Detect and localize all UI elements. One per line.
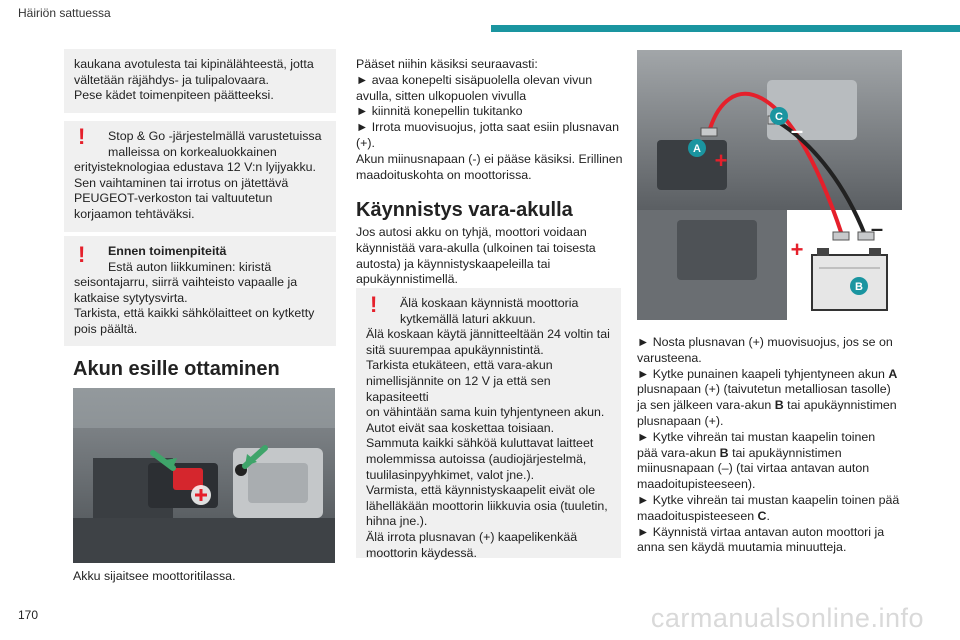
jump-start-steps xyxy=(637,335,902,556)
warning-line: molemmissa autoissa (audiojärjestelmä, xyxy=(366,451,587,466)
label-b: B xyxy=(855,281,863,293)
text-line: Akun miinusnapaan (-) ei pääse käsiksi. Erillinen xyxy=(356,151,623,166)
page-number: 170 xyxy=(18,608,39,622)
warning-line: Stop & Go -järjestelmällä varustetuissa xyxy=(108,129,322,143)
step-line: ► Kytke vihreän tai mustan kaapelin toinen pää xyxy=(637,492,900,507)
warning-line: Varmista, että käynnistyskaapelit eivät ole xyxy=(366,483,596,498)
section-heading-battery-access: Akun esille ottaminen xyxy=(73,358,280,380)
step-line: varusteena. xyxy=(637,350,702,365)
warning-line: Tarkista etukäteen, että vara-akun xyxy=(366,358,553,373)
jump-start-intro xyxy=(356,225,626,288)
header-title: Häiriön sattuessa xyxy=(18,6,111,20)
warning-box-stop-go xyxy=(64,121,336,232)
plus-sign: + xyxy=(790,237,804,262)
warning-line: Älä koskaan käynnistä moottoria xyxy=(400,296,579,310)
warning-line: Älä koskaan käytä jännitteeltään 24 voltin tai xyxy=(366,327,610,342)
text-line: Pääset niihin käsiksi seuraavasti: xyxy=(356,57,538,71)
step-line: plusnapaan (+). xyxy=(637,413,724,428)
step-line: maadoitupisteeseen). xyxy=(637,477,756,492)
label-a: A xyxy=(693,143,701,155)
warning-line: erityisteknologiaa edustava 12 V:n lyijyakku. xyxy=(74,160,316,175)
text-line: maadoituskohta on moottorissa. xyxy=(356,167,532,182)
step-line: ► Nosta plusnavan (+) muovisuojus, jos se on xyxy=(637,335,893,349)
warning-line: lähelläkään moottorin liikkuvia osia (tuuletin, xyxy=(366,498,608,513)
warning-line: nimellisjännite on 12 V ja että sen kapasiteetti xyxy=(366,373,551,404)
step-line: maadoituspisteeseen C. xyxy=(637,508,770,523)
label-c: C xyxy=(775,111,783,123)
step-line: anna sen käydä muutamia minuutteja. xyxy=(637,540,847,555)
plus-sign: + xyxy=(714,148,728,173)
text-line: (+). xyxy=(356,135,375,150)
step-line: ► Käynnistä virtaa antavan auton moottori ja xyxy=(637,524,885,539)
warning-icon: ! xyxy=(370,292,378,317)
warning-line: tuulilasinpyyhkimet, valot jne.). xyxy=(366,467,535,482)
photo-caption: Akku sijaitsee moottoritilassa. xyxy=(73,569,236,583)
box-line: kaukana avotulesta tai kipinälähteestä, jotta xyxy=(74,57,314,71)
warning-line: Älä irrota plusnavan (+) kaapelikenkää xyxy=(366,529,578,544)
text-line: avulla, sitten ulkopuolen vivulla xyxy=(356,88,527,103)
step-line: plusnapaan (+) (taivutetun metalliosan tasolle) xyxy=(637,382,891,397)
minus-sign: – xyxy=(790,118,804,143)
minus-sign: – xyxy=(870,216,884,241)
warning-line: kytkemällä laturi akkuun. xyxy=(400,311,536,326)
text-line: ► kiinnitä konepellin tukitanko xyxy=(356,104,523,119)
warning-line: sitä suurempaa apukäynnistintä. xyxy=(366,342,544,357)
text-line: ► Irrota muovisuojus, jotta saat esiin plusnavan xyxy=(356,120,619,135)
header-accent-bar xyxy=(491,25,960,32)
step-line: ja sen jälkeen vara-akun B tai apukäynnistimen xyxy=(637,398,897,413)
warning-icon: ! xyxy=(78,124,86,149)
warning-line: Sen vaihtaminen tai irrotus on jätettävä xyxy=(74,175,289,190)
warning-line: korjaamon tehtäväksi. xyxy=(74,206,195,221)
text-line: apukäynnistimellä. xyxy=(356,272,458,287)
warning-line: hihna jne.). xyxy=(366,514,428,529)
warning-line: seisontajarru, siirrä vaihteisto vapaalle ja xyxy=(74,275,298,290)
box-line: Pese kädet toimenpiteen päätteeksi. xyxy=(74,88,274,103)
info-box-safety xyxy=(64,49,336,113)
jump-start-diagram xyxy=(637,50,902,320)
warning-icon: ! xyxy=(78,242,86,267)
watermark: carmanualsonline.info xyxy=(650,603,924,633)
text-line: autosta) ja käynnistyskaapeleilla tai xyxy=(356,256,551,271)
text-line: ► avaa konepelti sisäpuolella olevan vivun xyxy=(356,72,593,87)
text-line: Jos autosi akku on tyhjä, moottori voidaan xyxy=(356,225,587,239)
warning-line: moottorin käydessä. xyxy=(366,545,477,560)
warning-line: malleissa on korkealuokkainen xyxy=(108,144,277,159)
warning-box-jump-start xyxy=(356,288,621,558)
warning-line: Estä auton liikkuminen: kiristä xyxy=(108,259,272,274)
step-line: miinusnapaan (–) (tai virtaa antavan auton xyxy=(637,461,870,476)
warning-line: katkaise sytytysvirta. xyxy=(74,290,188,305)
engine-bay-photo xyxy=(73,388,335,563)
warning-line: Sammuta kaikki sähköä kuluttavat laitteet xyxy=(366,436,594,451)
warning-title: Ennen toimenpiteitä xyxy=(108,244,227,258)
warning-box-before-operations xyxy=(64,236,336,346)
section-heading-jump-start: Käynnistys vara-akulla xyxy=(356,199,573,221)
warning-line: Tarkista, että kaikki sähkölaitteet on kytketty xyxy=(74,306,315,321)
step-line: pää vara-akun B tai apukäynnistimen xyxy=(637,445,842,460)
text-line: käynnistää vara-akulla (ulkoinen tai toisesta xyxy=(356,240,596,255)
warning-line: on vähintään sama kuin tyhjentyneen akun. xyxy=(366,405,605,420)
box-line: vältetään räjähdys- ja tulipalovaara. xyxy=(74,72,269,87)
access-instructions xyxy=(356,57,626,183)
warning-line: Autot eivät saa koskettaa toisiaan. xyxy=(366,420,555,435)
warning-line: PEUGEOT-verkoston tai valtuutetun xyxy=(74,191,273,206)
step-line: ► Kytke punainen kaapeli tyhjentyneen akun A xyxy=(637,366,898,381)
warning-line: pois päältä. xyxy=(74,321,138,336)
step-line: ► Kytke vihreän tai mustan kaapelin toinen xyxy=(637,429,876,444)
